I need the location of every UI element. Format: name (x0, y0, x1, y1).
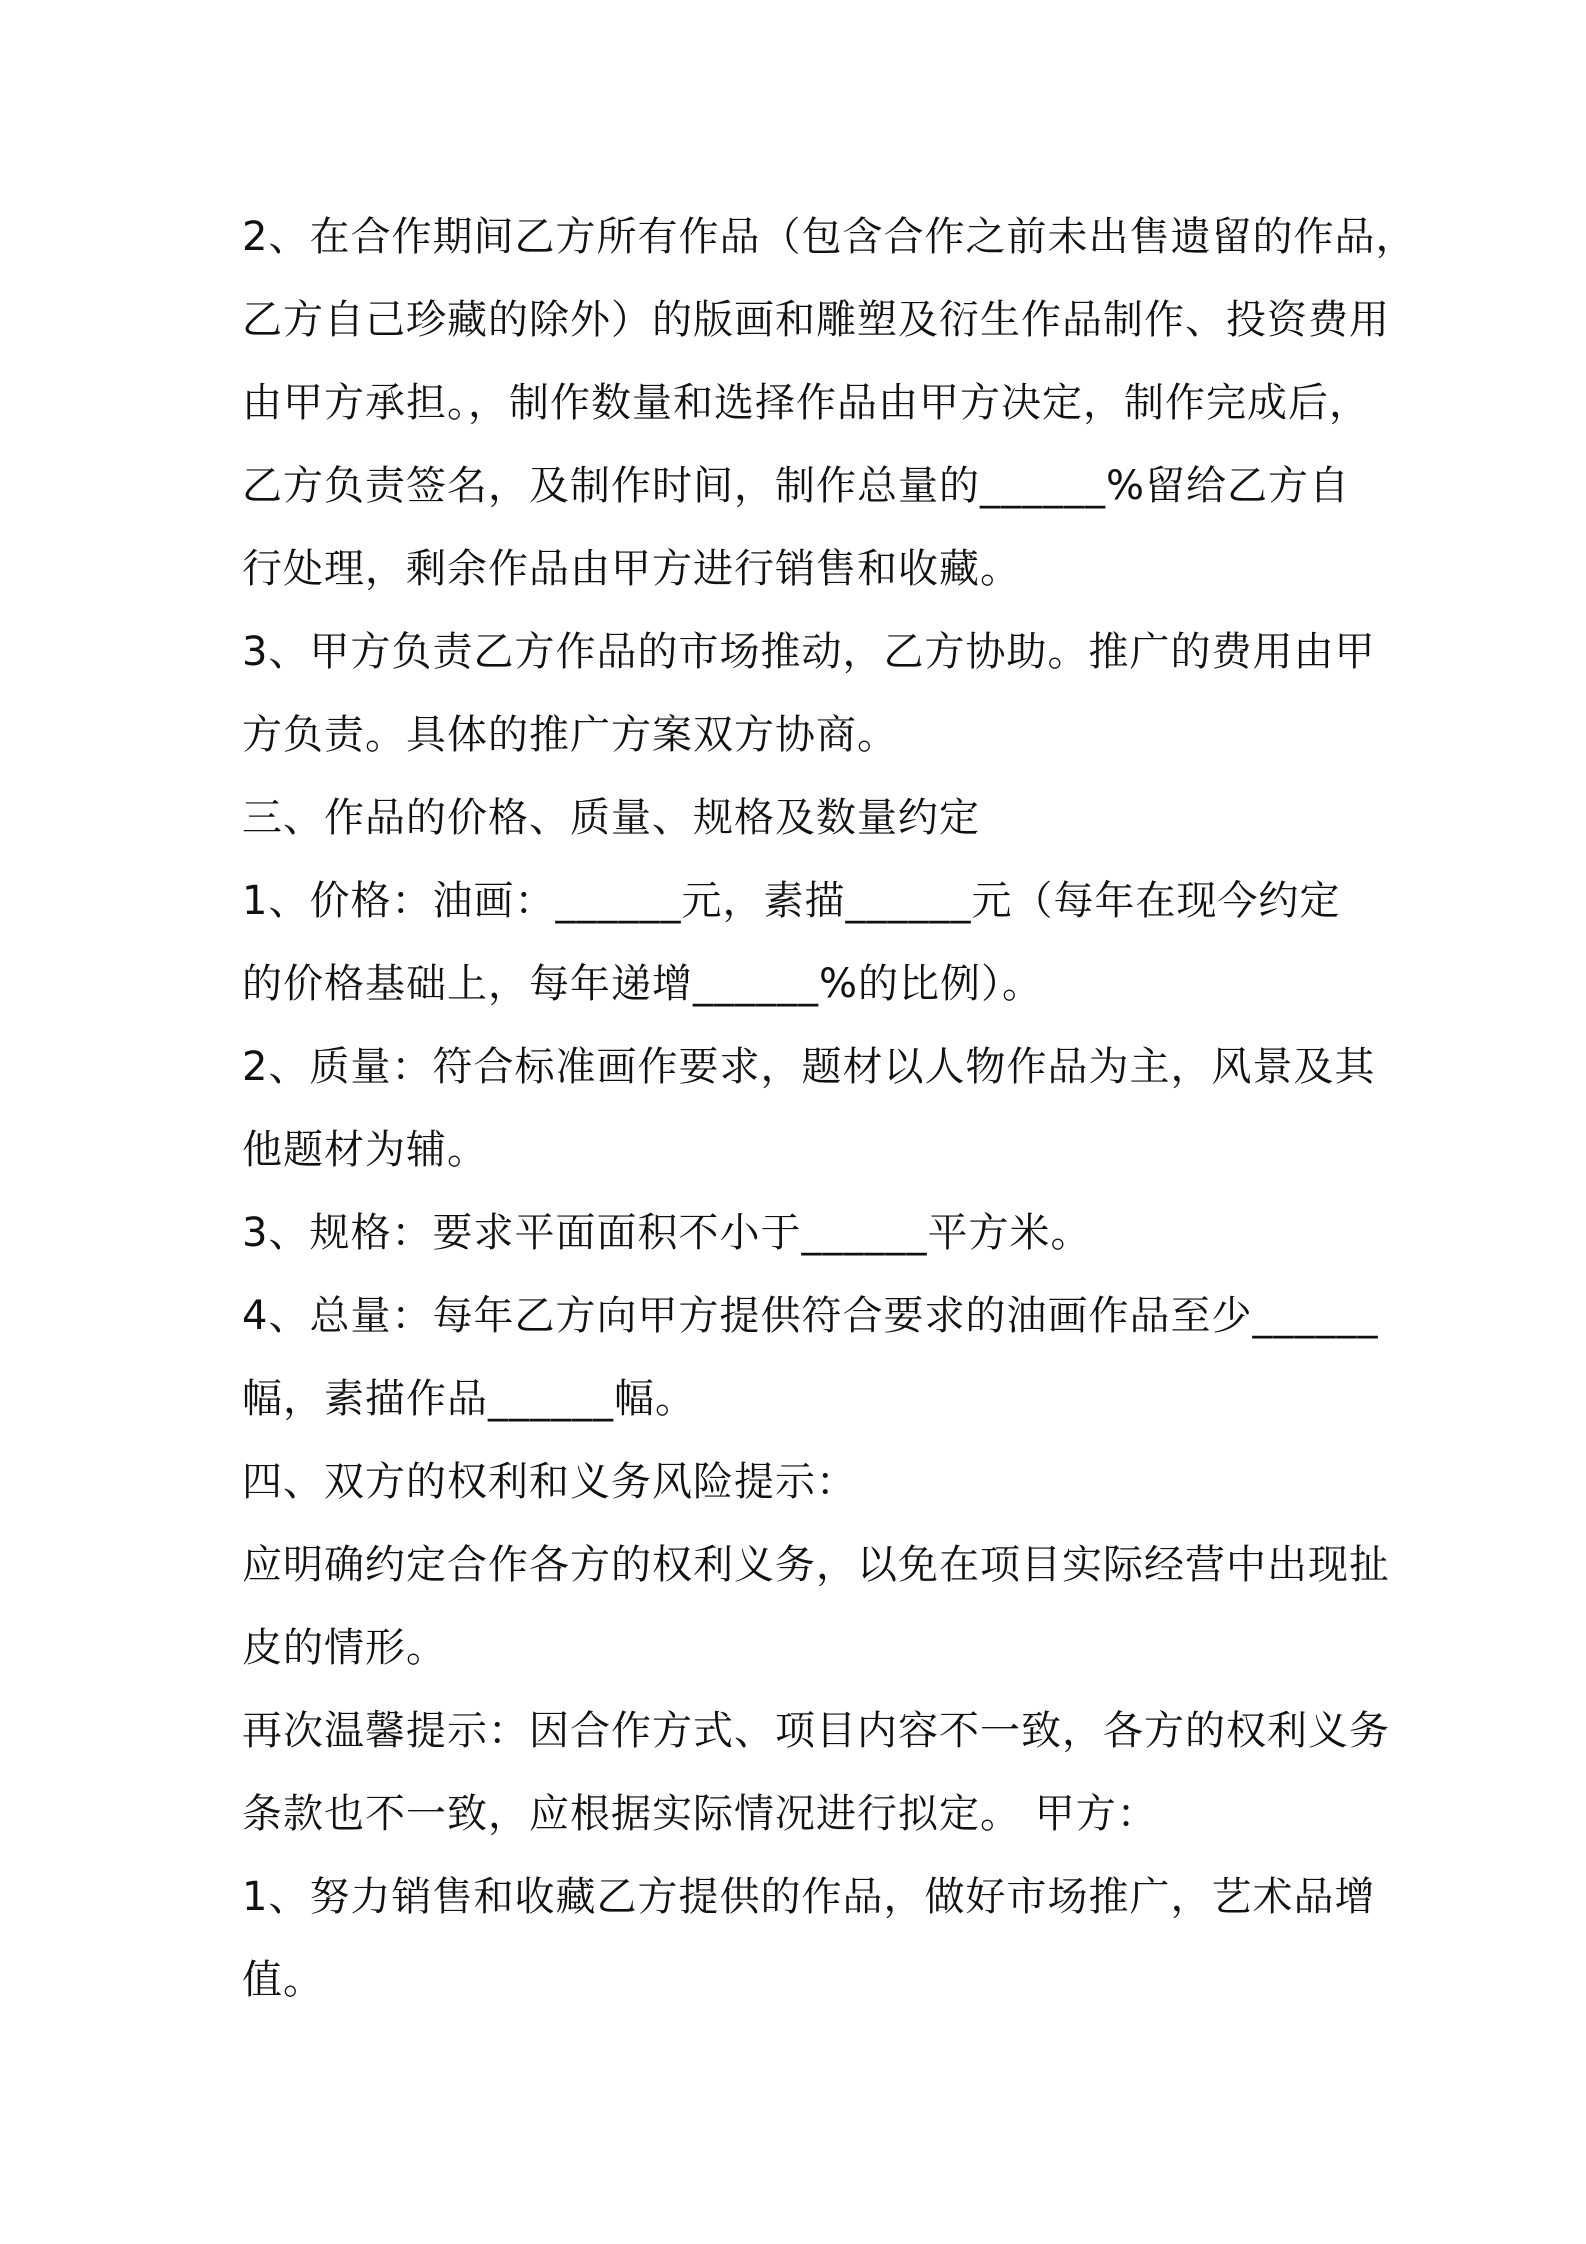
text-line-3: 由甲方承担。，制作数量和选择作品由甲方决定，制作完成后， (242, 380, 1370, 426)
text-line-20: 条款也不一致，应根据实际情况进行拟定。 甲方： (242, 1791, 1158, 1837)
section-heading-4: 四、双方的权利和义务风险提示： (242, 1459, 857, 1505)
text-line-22: 值。 (242, 1957, 324, 2003)
text-line-6: 3、甲方负责乙方作品的市场推动，乙方协助。推广的费用由甲 (242, 629, 1376, 675)
text-line-13: 3、规格：要求平面面积不小于______平方米。 (242, 1210, 1092, 1256)
text-line-4: 乙方负责签名，及制作时间，制作总量的______%留给乙方自 (242, 463, 1351, 509)
text-line-18: 皮的情形。 (242, 1625, 447, 1671)
text-line-5: 行处理，剩余作品由甲方进行销售和收藏。 (242, 546, 1021, 592)
text-line-9: 1、价格：油画：______元，素描______元（每年在现今约定 (242, 878, 1341, 924)
text-line-7: 方负责。具体的推广方案双方协商。 (242, 712, 898, 758)
section-heading-3: 三、作品的价格、质量、规格及数量约定 (242, 795, 980, 841)
text-line-11: 2、质量：符合标准画作要求，题材以人物作品为主，风景及其 (242, 1044, 1376, 1090)
text-line-19: 再次温馨提示：因合作方式、项目内容不一致，各方的权利义务 (242, 1708, 1390, 1754)
text-line-17: 应明确约定合作各方的权利义务，以免在项目实际经营中出现扯 (242, 1542, 1390, 1588)
document-body (242, 196, 1417, 2022)
text-line-21: 1、努力销售和收藏乙方提供的作品，做好市场推广，艺术品增 (242, 1874, 1376, 1920)
text-line-1: 2、在合作期间乙方所有作品（包含合作之前未出售遗留的作品， (242, 214, 1417, 260)
text-line-10: 的价格基础上，每年递增______%的比例）。 (242, 961, 1044, 1007)
text-line-12: 他题材为辅。 (242, 1127, 488, 1173)
text-line-14: 4、总量：每年乙方向甲方提供符合要求的油画作品至少______ (242, 1293, 1379, 1339)
text-line-15: 幅，素描作品______幅。 (242, 1376, 696, 1422)
text-line-2: 乙方自己珍藏的除外）的版画和雕塑及衍生作品制作、投资费用 (242, 297, 1390, 343)
